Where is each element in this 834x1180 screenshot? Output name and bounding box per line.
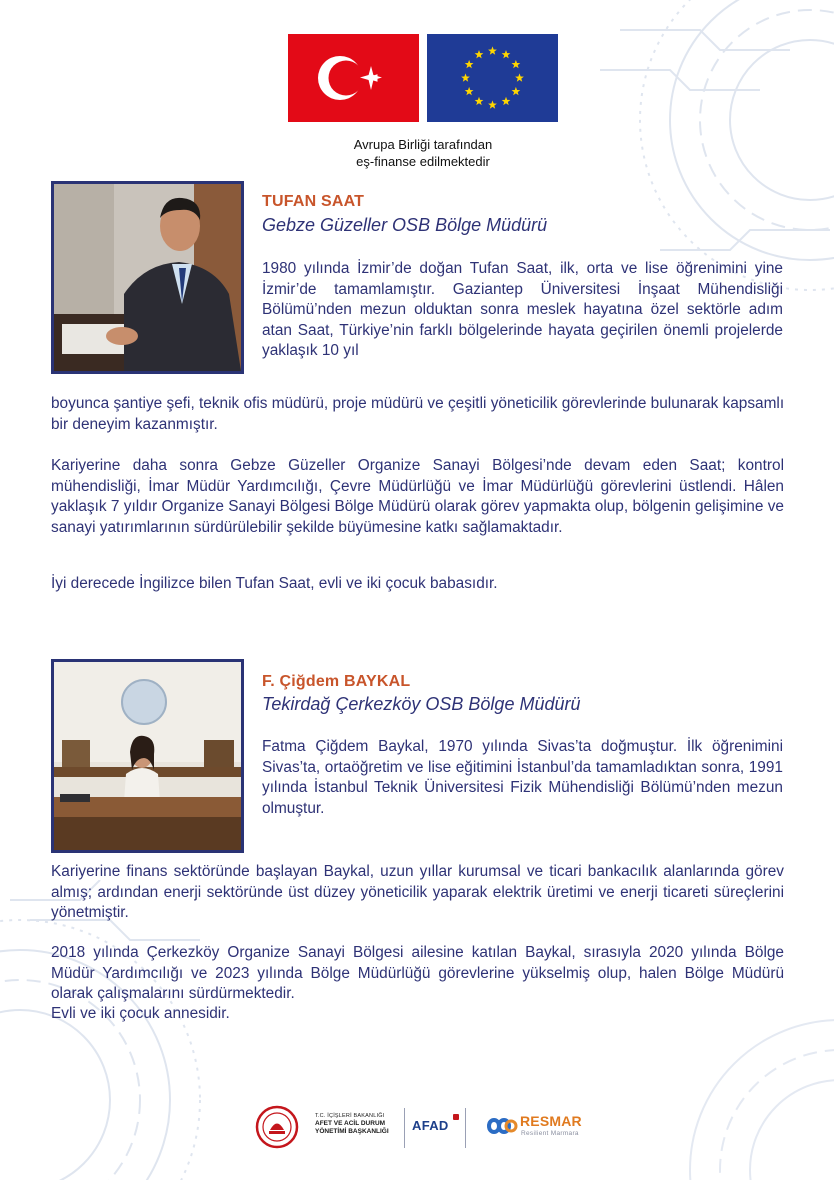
resmar-infinity-icon (479, 1114, 519, 1138)
eu-star-icon (488, 46, 497, 54)
european-union-flag-icon (427, 34, 558, 122)
profile-bio-continued-tufan-saat: boyunca şantiye şefi, teknik ofis müdürü, proje müdürü ve çeşitli yöneticilik görevlerinde bulunarak kapsamlı bir deneyim kazanmıştır. (51, 395, 785, 433)
eu-caption-line1: Avrupa Birliği tarafından (353, 137, 493, 152)
eu-cofinance-caption (288, 136, 558, 170)
decorative-circuit-bottom-left (0, 880, 260, 1180)
ministry-name-block (315, 1112, 403, 1136)
eu-star-icon (488, 100, 497, 108)
profile-photo-tufan-saat (51, 181, 244, 374)
turkey-flag-icon (288, 34, 419, 122)
eu-star-icon (461, 73, 470, 81)
profile-bio-intro-cigdem-baykal: Fatma Çiğdem Baykal, 1970 yılında Sivas’ta doğmuştur. İlk öğrenimini Sivas’ta, ortaöğretim ve lise eğitimini İstanbul’da tamamladıktan sonra, 1991 yılında İstanbul Teknik Üniversitesi Fizik Mühendisliği Bölümü’nden mezun olmuştur. (262, 738, 783, 817)
eu-star-icon (512, 60, 521, 68)
afad-logo: AFAD (412, 1118, 449, 1133)
profile-bio-personal-cigdem-baykal: Evli ve iki çocuk annesidir. (51, 1005, 230, 1022)
ministry-line3: YÖNETİMİ BAŞKANLIĞI (315, 1128, 389, 1135)
flags-header (288, 34, 558, 122)
footer-logos (255, 1102, 605, 1154)
profile-name-tufan-saat: TUFAN SAAT (262, 193, 365, 210)
portrait-woman-office-icon (54, 662, 241, 850)
eu-star-icon (465, 60, 474, 68)
profile-bio-osb-cigdem-baykal: 2018 yılında Çerkezköy Organize Sanayi Bölgesi ailesine katılan Baykal, sırasıyla 2020 yılında Bölge Müdür Yardımcılığı ve 2023 yılında Bölge Müdürlüğü görevlerine yükselmiş olup, halen Bölge Müdürü olarak çalışmalarını sürdürmektedir. (51, 944, 784, 1002)
profile-bio-intro-tufan-saat: 1980 yılında İzmir’de doğan Tufan Saat, ilk, orta ve lise öğrenimini yine İzmir’de tamamlamıştır. Gaziantep Üniversitesi İnşaat Mühendisliği Bölümü’nden mezun olduktan sonra meslek hayatına özel sektörle adım atan Saat, Türkiye’nin farklı bölgelerinde hayata geçirilen önemli projelerde yaklaşık 10 yıl (262, 260, 783, 359)
footer-divider (465, 1108, 466, 1148)
ministry-line2: AFET VE ACİL DURUM (315, 1120, 386, 1127)
profile-bio-career-tufan-saat: Kariyerine daha sonra Gebze Güzeller Organize Sanayi Bölgesi’nde devam eden Saat; kontrol mühendisliği, İmar Müdür Yardımcılığı, Çevre Müdürlüğü ve İmar Müdürlüğü görevlerini üstlendi. Hâlen yaklaşık 7 yıldır Organize Sanayi Bölgesi Bölge Müdürü olarak görev yapmakta olup, bölgenin gelişimine ve sanayi yatırımlarının sürdürülebilir şekilde büyümesine katkı sağlamaktadır. (51, 457, 784, 536)
profile-bio-personal-tufan-saat: İyi derecede İngilizce bilen Tufan Saat, evli ve iki çocuk babasıdır. (51, 575, 498, 592)
eu-star-icon (475, 97, 484, 105)
eu-star-icon (502, 50, 511, 58)
eu-star-icon (502, 97, 511, 105)
eu-star-icon (465, 87, 474, 95)
ministry-seal-icon (255, 1105, 299, 1149)
profile-title-cigdem-baykal: Tekirdağ Çerkezköy OSB Bölge Müdürü (262, 694, 581, 714)
profile-name-cigdem-baykal: F. Çiğdem BAYKAL (262, 673, 411, 690)
eu-star-icon (475, 50, 484, 58)
profile-title-tufan-saat: Gebze Güzeller OSB Bölge Müdürü (262, 215, 548, 235)
eu-star-icon (515, 73, 524, 81)
resmar-tagline: Resilient Marmara (521, 1130, 579, 1137)
ministry-line1: T.C. İÇİŞLERİ BAKANLIĞI (315, 1113, 385, 1119)
profile-photo-cigdem-baykal (51, 659, 244, 853)
eu-star-icon (512, 87, 521, 95)
afad-logo-mark-icon (453, 1114, 459, 1120)
footer-divider (404, 1108, 405, 1148)
portrait-man-icon (54, 184, 241, 371)
resmar-logo: RESMAR (520, 1113, 582, 1129)
profile-bio-career-cigdem-baykal: Kariyerine finans sektöründe başlayan Baykal, uzun yıllar kurumsal ve ticari bankacılık alanlarında görev almış; ardından enerji sektöründe üst düzey yöneticilik yaparak elektrik üretimi ve enerji ticareti süreçlerini yönetmiştir. (51, 863, 784, 921)
eu-caption-line2: eş-finanse edilmektedir (356, 154, 490, 169)
